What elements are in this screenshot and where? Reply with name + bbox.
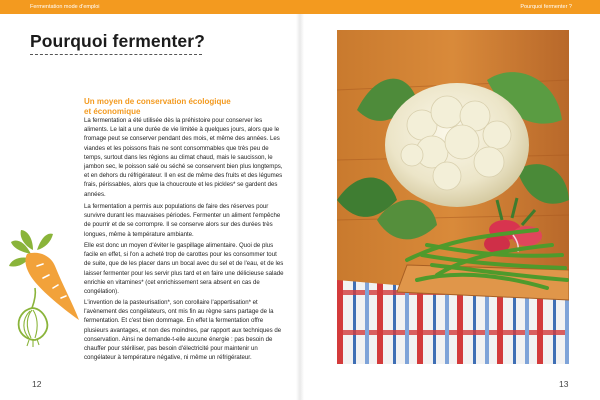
running-header-right: Pourquoi fermenter ? [300, 0, 600, 14]
title-underline [30, 54, 202, 55]
page-number-left: 12 [32, 379, 42, 389]
onion-icon [19, 288, 48, 347]
vegetable-illustration [3, 224, 83, 349]
body-paragraph: La fermentation a été utilisée dès la préhistoire pour conserver les aliments. Le lait a une durée de vie limitée à quelques jours, alors que le fromage peut se conserver pendant des mois, et même des années. Les viandes et les poissons frais ne sont consommables que très peu de temps, surtout dans les régions au climat chaud, mais le saucisson, le jambon sec, le poisson salé ou séché se conservent bien plus longtemps, et en dehors du réfrigérateur. Il en est de même des fruits et des légumes frais, périssables, alors que la choucroute et les pickles* se gardent des années. [84, 117, 283, 198]
page-title: Pourquoi fermenter? [30, 31, 205, 51]
section-heading-line-2: et économique [84, 106, 141, 116]
section-heading-line-1: Un moyen de conservation écologique [84, 97, 231, 106]
section-heading [84, 97, 284, 116]
vegetables-photo [337, 30, 569, 364]
body-paragraph: La fermentation a permis aux populations de faire des réserves pour survivre durant les mauvaises périodes. Fermenter un aliment l'empêche de pourrir et de se corrompre. Il se conserve alors sur des durées très longues, même à température ambiante. [84, 203, 281, 238]
page-number-right: 13 [559, 379, 569, 389]
body-paragraph: Elle est donc un moyen d'éviter le gaspillage alimentaire. Quoi de plus facile en effet, si l'on a acheté trop de carottes pour les consommer tout de suite, que de les placer dans un bocal avec du sel et de l'eau, et de les laisser fermenter pour les servir plus tard et en faire une délicieuse salade enrichie en vitamines* (cet enrichissement sera absent en cas de congélation). [84, 242, 284, 296]
body-paragraph: L'invention de la pasteurisation*, son corollaire l'appertisation* et l'avènement des congélateurs, ont mis fin au règne sans partage de la fermentation. Et c'est bien dommage. En effet la fermentation offre plusieurs avantages, et non des moindres, par rapport aux techniques de conservation. Ainsi ne demande-t-elle aucune énergie : pas besoin de chauffer pour stériliser, pas besoin d'électricité pour maintenir un congélateur à température négative, ni même un réfrigérateur. [84, 299, 282, 362]
book-gutter [296, 0, 304, 400]
carrot-icon [9, 230, 79, 320]
running-header-left: Fermentation mode d'emploi [0, 0, 300, 14]
